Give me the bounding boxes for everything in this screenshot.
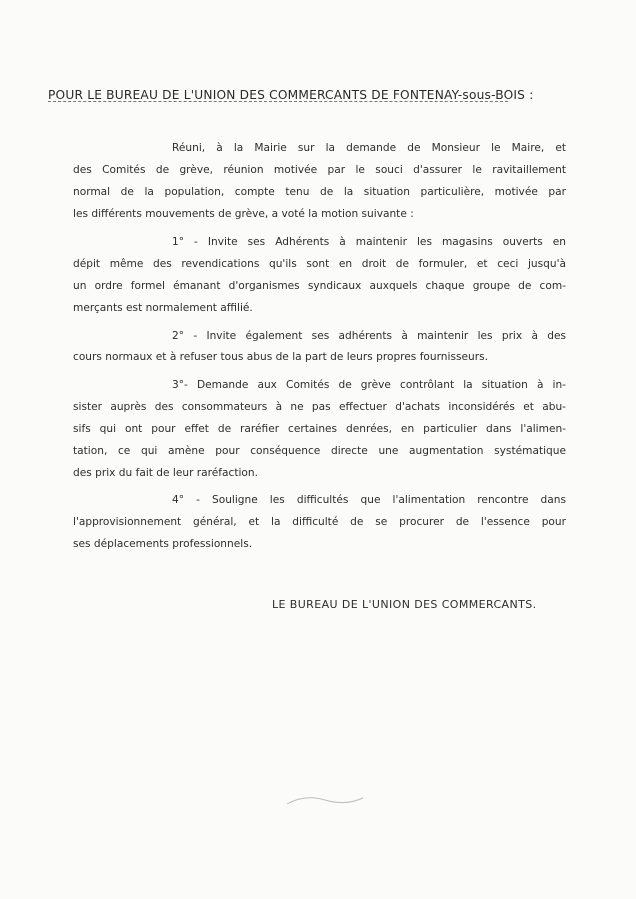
item1-line: 1° - Invite ses Adhérents à maintenir les magasins ouverts en: [172, 236, 566, 248]
item2-line: 2° - Invite également ses adhérents à maintenir les prix à des: [172, 330, 566, 342]
item1-line: un ordre formel émanant d'organismes syndicaux auxquels chaque groupe de com-: [73, 280, 566, 292]
item2-line: cours normaux et à refuser tous abus de la part de leurs propres fournisseurs.: [73, 351, 488, 363]
item1-line: dépit même des revendications qu'ils sont en droit de formuler, et ceci jusqu'à: [73, 258, 566, 270]
intro-line: normal de la population, compte tenu de la situation particulière, motivée par: [73, 186, 566, 198]
intro-line: les différents mouvements de grève, a voté la motion suivante :: [73, 208, 414, 220]
item4-line: l'approvisionnement général, et la difficulté de se procurer de l'essence pour: [73, 516, 566, 528]
document-heading: POUR LE BUREAU DE L'UNION DES COMMERCANTS DE FONTENAY-sous-BOIS :: [48, 88, 534, 102]
heading-dashed-rule: [48, 101, 508, 102]
item4-line: ses déplacements professionnels.: [73, 538, 253, 550]
item3-line: 3°- Demande aux Comités de grève contrôlant la situation à in-: [172, 379, 566, 391]
item3-line: tation, ce qui amène pour conséquence directe une augmentation systématique: [73, 445, 566, 457]
intro-line: des Comités de grève, réunion motivée par le souci d'assurer le ravitaillement: [73, 164, 566, 176]
pencil-mark: [285, 790, 365, 810]
signature: LE BUREAU DE L'UNION DES COMMERCANTS.: [272, 598, 537, 611]
item3-line: sifs qui ont pour effet de raréfier certaines denrées, en particulier dans l'alimen-: [73, 423, 566, 435]
item3-line: sister auprès des consommateurs à ne pas effectuer d'achats inconsidérés et abu-: [73, 401, 566, 413]
item1-line: merçants est normalement affilié.: [73, 302, 253, 314]
item3-line: des prix du fait de leur raréfaction.: [73, 467, 258, 479]
intro-line: Réuni, à la Mairie sur la demande de Monsieur le Maire, et: [172, 142, 566, 154]
item4-line: 4° - Souligne les difficultés que l'alimentation rencontre dans: [172, 494, 566, 506]
